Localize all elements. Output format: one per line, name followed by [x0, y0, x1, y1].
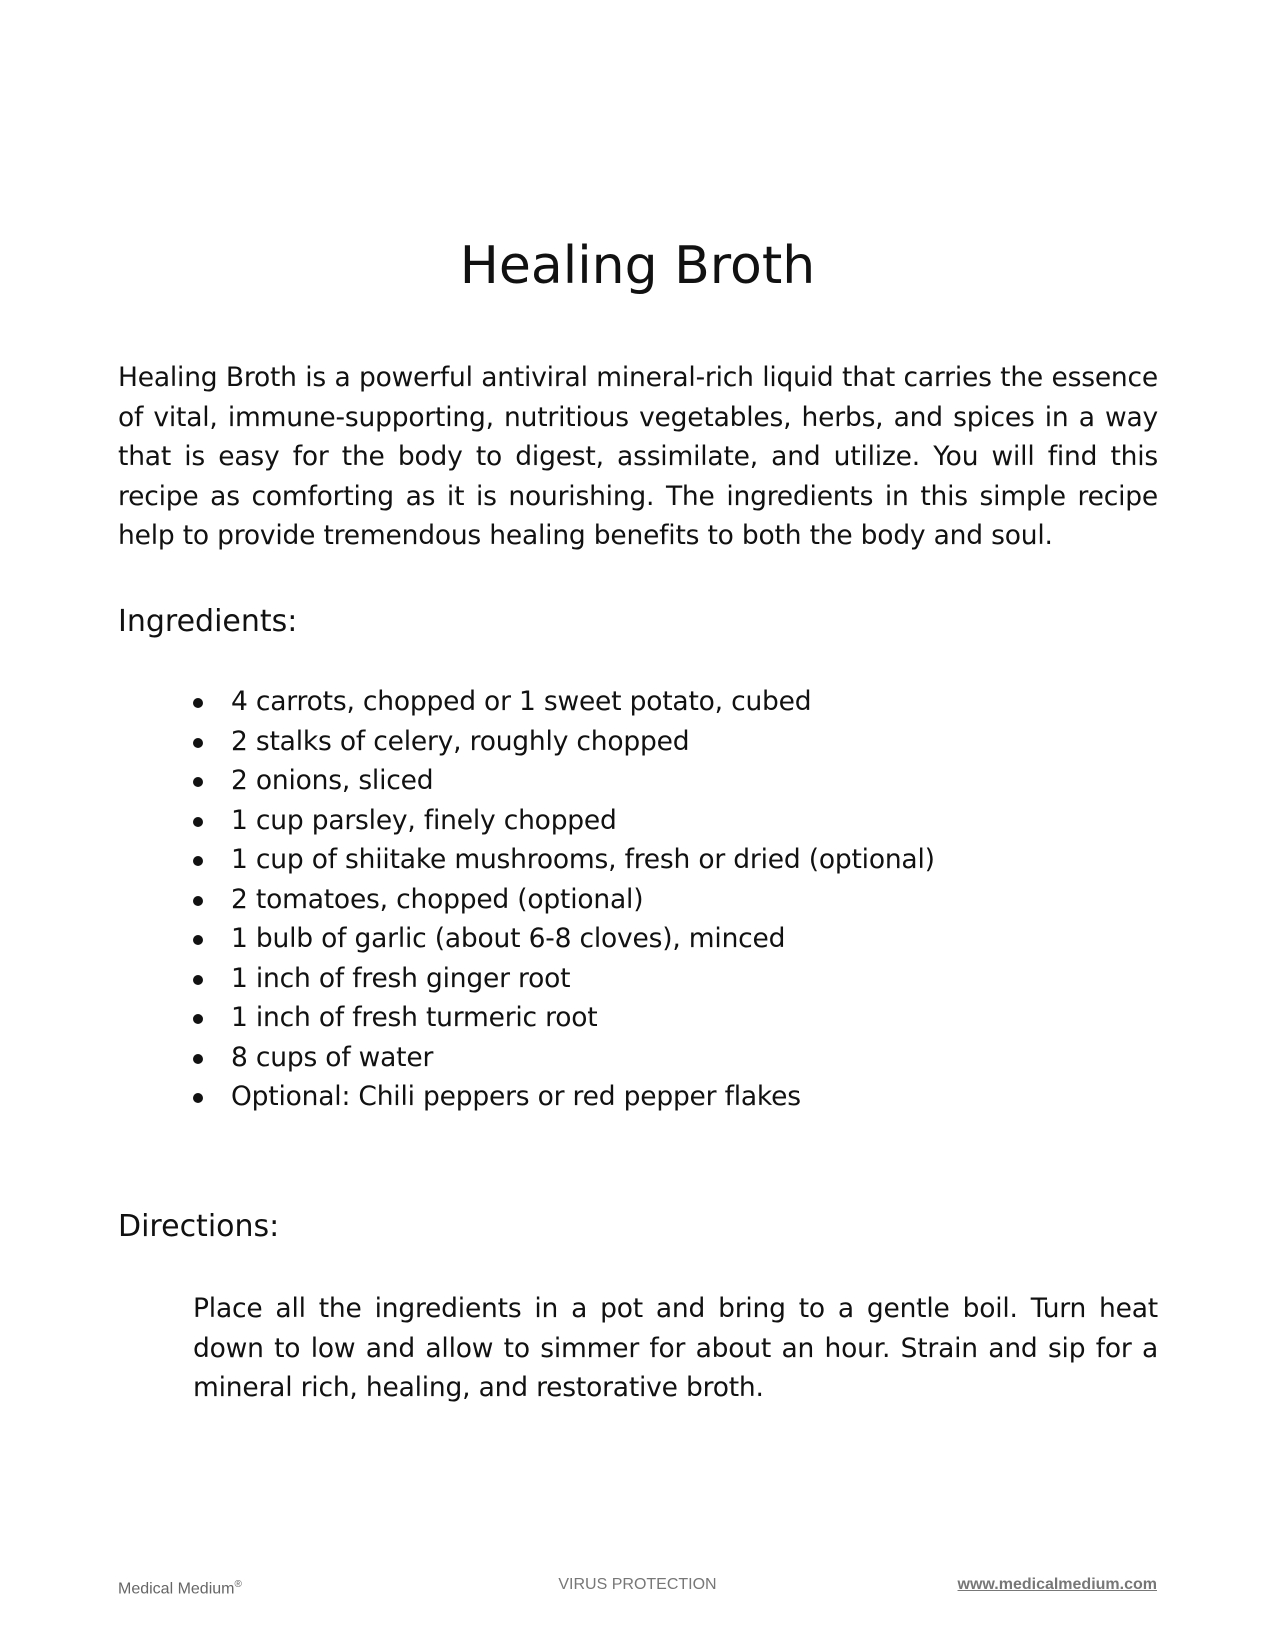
directions-paragraph: Place all the ingredients in a pot and bring to a gentle boil. Turn heat down to low and allow to simmer for about an hour. Strain and sip for a mineral rich, healing, and restorative broth. — [193, 1293, 1158, 1403]
ingredient-text: 1 cup of shiitake mushrooms, fresh or dried (optional) — [231, 844, 935, 875]
ingredient-text: 2 onions, sliced — [231, 765, 434, 796]
bullet-icon — [193, 738, 203, 748]
bullet-icon — [193, 975, 203, 985]
directions-heading: Directions: — [118, 1209, 280, 1244]
list-item — [193, 880, 1093, 920]
list-item — [193, 1077, 1093, 1117]
ingredient-text: Optional: Chili peppers or red pepper flakes — [231, 1081, 801, 1112]
list-item — [193, 919, 1093, 959]
ingredient-text: 1 inch of fresh turmeric root — [231, 1002, 598, 1033]
footer-center-label: VIRUS PROTECTION — [558, 1576, 717, 1593]
list-item — [193, 682, 1093, 722]
bullet-icon — [193, 896, 203, 906]
ingredient-text: 1 bulb of garlic (about 6-8 cloves), minced — [231, 923, 786, 954]
ingredient-text: 2 tomatoes, chopped (optional) — [231, 883, 644, 915]
ingredient-text: 1 inch of fresh ginger root — [231, 962, 571, 994]
bullet-icon — [193, 1014, 203, 1024]
intro-paragraph: Healing Broth is a powerful antiviral mineral-rich liquid that carries the essence of vital, immune-supporting, nutritious vegetables, herbs, and spices in a way that is easy for the body to digest, assimilate, and utilize. You will find this recipe as comforting as it is nourishing. The ingredients in this simple recipe help to provide tremendous healing benefits to both the body and soul. — [118, 362, 1158, 551]
footer-brand-name: Medical Medium — [118, 1580, 235, 1598]
registered-mark: ® — [234, 1579, 242, 1590]
bullet-icon — [193, 1054, 203, 1064]
list-item — [193, 959, 1093, 999]
bullet-icon — [193, 1093, 203, 1103]
ingredient-text: 2 stalks of celery, roughly chopped — [231, 725, 690, 757]
list-item — [193, 998, 1093, 1038]
ingredient-text: 1 cup parsley, finely chopped — [231, 804, 617, 836]
bullet-icon — [193, 856, 203, 866]
bullet-icon — [193, 935, 203, 945]
list-item — [193, 1038, 1093, 1078]
list-item — [193, 801, 1093, 841]
page-title: Healing Broth — [459, 236, 816, 296]
bullet-icon — [193, 698, 203, 708]
ingredients-heading: Ingredients: — [118, 604, 298, 639]
list-item — [193, 840, 1093, 880]
list-item — [193, 722, 1093, 762]
list-item — [193, 761, 1093, 801]
ingredients-list — [193, 682, 1093, 1117]
footer-website-link[interactable]: www.medicalmedium.com — [957, 1576, 1157, 1593]
ingredient-text: 4 carrots, chopped or 1 sweet potato, cubed — [231, 686, 812, 717]
bullet-icon — [193, 817, 203, 827]
ingredient-text: 8 cups of water — [231, 1041, 434, 1073]
bullet-icon — [193, 777, 203, 787]
